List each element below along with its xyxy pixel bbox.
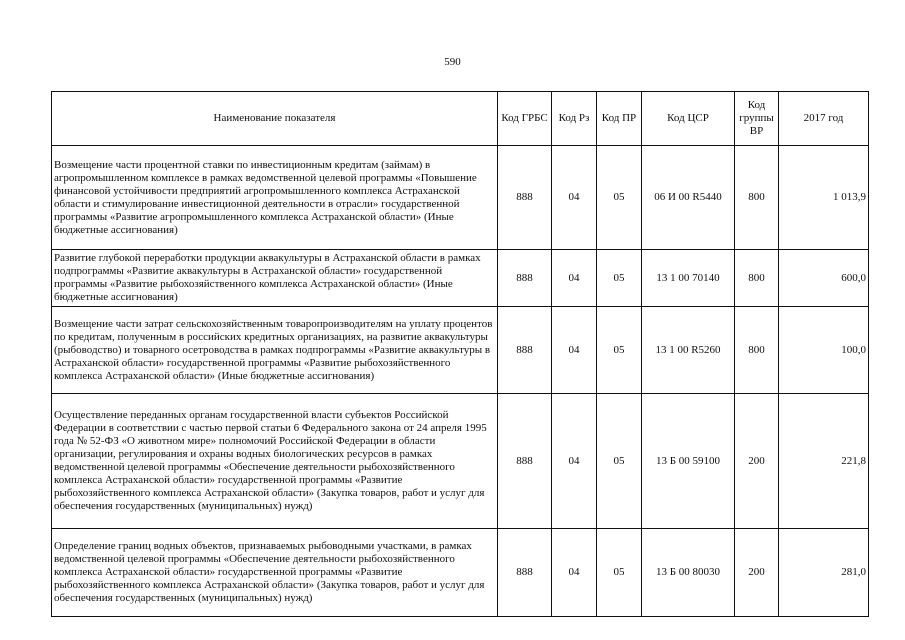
row-rz: 04 [552, 146, 597, 250]
row-rz: 04 [552, 250, 597, 307]
row-pr: 05 [597, 146, 642, 250]
row-pr: 05 [597, 394, 642, 529]
row-grbs: 888 [498, 250, 552, 307]
column-header-pr: Код ПР [597, 92, 642, 146]
row-pr: 05 [597, 307, 642, 394]
row-amount: 281,0 [779, 529, 869, 617]
column-header-grbs: Код ГРБС [498, 92, 552, 146]
column-header-vr: Код группы ВР [735, 92, 779, 146]
row-grbs: 888 [498, 394, 552, 529]
row-vr: 200 [735, 529, 779, 617]
row-csr: 06 И 00 R5440 [642, 146, 735, 250]
page-number: 590 [444, 56, 461, 68]
row-rz: 04 [552, 307, 597, 394]
table-row [52, 307, 869, 394]
row-name: Возмещение части процентной ставки по инвестиционным кредитам (займам) в агропромышленном комплексе в рамках ведомственной целевой программы «Повышение финансовой устойчивости предприятий агропромышленного комплекса Астраханской области и стимулирование инвестиционной деятельности в отрасли» государственной программы «Развитие агропромышленного комплекса Астраханской области» (Иные бюджетные ассигнования) [52, 146, 498, 250]
row-amount: 221,8 [779, 394, 869, 529]
column-header-rz: Код Рз [552, 92, 597, 146]
row-vr: 800 [735, 307, 779, 394]
table-row [52, 250, 869, 307]
row-csr: 13 Б 00 59100 [642, 394, 735, 529]
table-row [52, 394, 869, 529]
row-csr: 13 1 00 70140 [642, 250, 735, 307]
row-rz: 04 [552, 529, 597, 617]
row-name: Развитие глубокой переработки продукции аквакультуры в Астраханской области в рамках подпрограммы «Развитие аквакультуры в Астраханской области» государственной программы «Развитие рыбохозяйственного комплекса Астраханской области» (Иные бюджетные ассигнования) [52, 250, 498, 307]
row-csr: 13 Б 00 80030 [642, 529, 735, 617]
row-name: Определение границ водных объектов, признаваемых рыбоводными участками, в рамках ведомственной целевой программы «Обеспечение деятельности рыбохозяйственного комплекса Астраханской области» государственной программы «Развитие рыбохозяйственного комплекса Астраханской области» (Закупка товаров, работ и услуг для обеспечения государственных (муниципальных) нужд) [52, 529, 498, 617]
row-rz: 04 [552, 394, 597, 529]
row-pr: 05 [597, 250, 642, 307]
row-vr: 800 [735, 146, 779, 250]
row-csr: 13 1 00 R5260 [642, 307, 735, 394]
row-grbs: 888 [498, 307, 552, 394]
table-row [52, 146, 869, 250]
column-header-year: 2017 год [779, 92, 869, 146]
row-name: Возмещение части затрат сельскохозяйственным товаропроизводителям на уплату процентов по кредитам, полученным в российских кредитных организациях, на развитие аквакультуры (рыбоводство) и товарного осетроводства в рамках подпрограммы «Развитие аквакультуры в Астраханской области» государственной программы «Развитие рыбохозяйственного комплекса Астраханской области» (Иные бюджетные ассигнования) [52, 307, 498, 394]
row-amount: 100,0 [779, 307, 869, 394]
row-amount: 600,0 [779, 250, 869, 307]
row-grbs: 888 [498, 146, 552, 250]
column-header-csr: Код ЦСР [642, 92, 735, 146]
row-grbs: 888 [498, 529, 552, 617]
row-amount: 1 013,9 [779, 146, 869, 250]
row-vr: 800 [735, 250, 779, 307]
table-header-row [52, 92, 869, 146]
row-pr: 05 [597, 529, 642, 617]
row-name: Осуществление переданных органам государственной власти субъектов Российской Федерации в соответствии с частью первой статьи 6 Федерального закона от 24 апреля 1995 года № 52-ФЗ «О животном мире» полномочий Российской Федерации в области организации, регулирования и охраны водных биологических ресурсов в рамках ведомственной целевой программы «Обеспечение деятельности рыбохозяйственного комплекса Астраханской области» государственной программы «Развитие рыбохозяйственного комплекса Астраханской области» (Закупка товаров, работ и услуг для обеспечения государственных (муниципальных) нужд) [52, 394, 498, 529]
row-vr: 200 [735, 394, 779, 529]
budget-table [51, 91, 869, 617]
table-row [52, 529, 869, 617]
column-header-name: Наименование показателя [52, 92, 498, 146]
